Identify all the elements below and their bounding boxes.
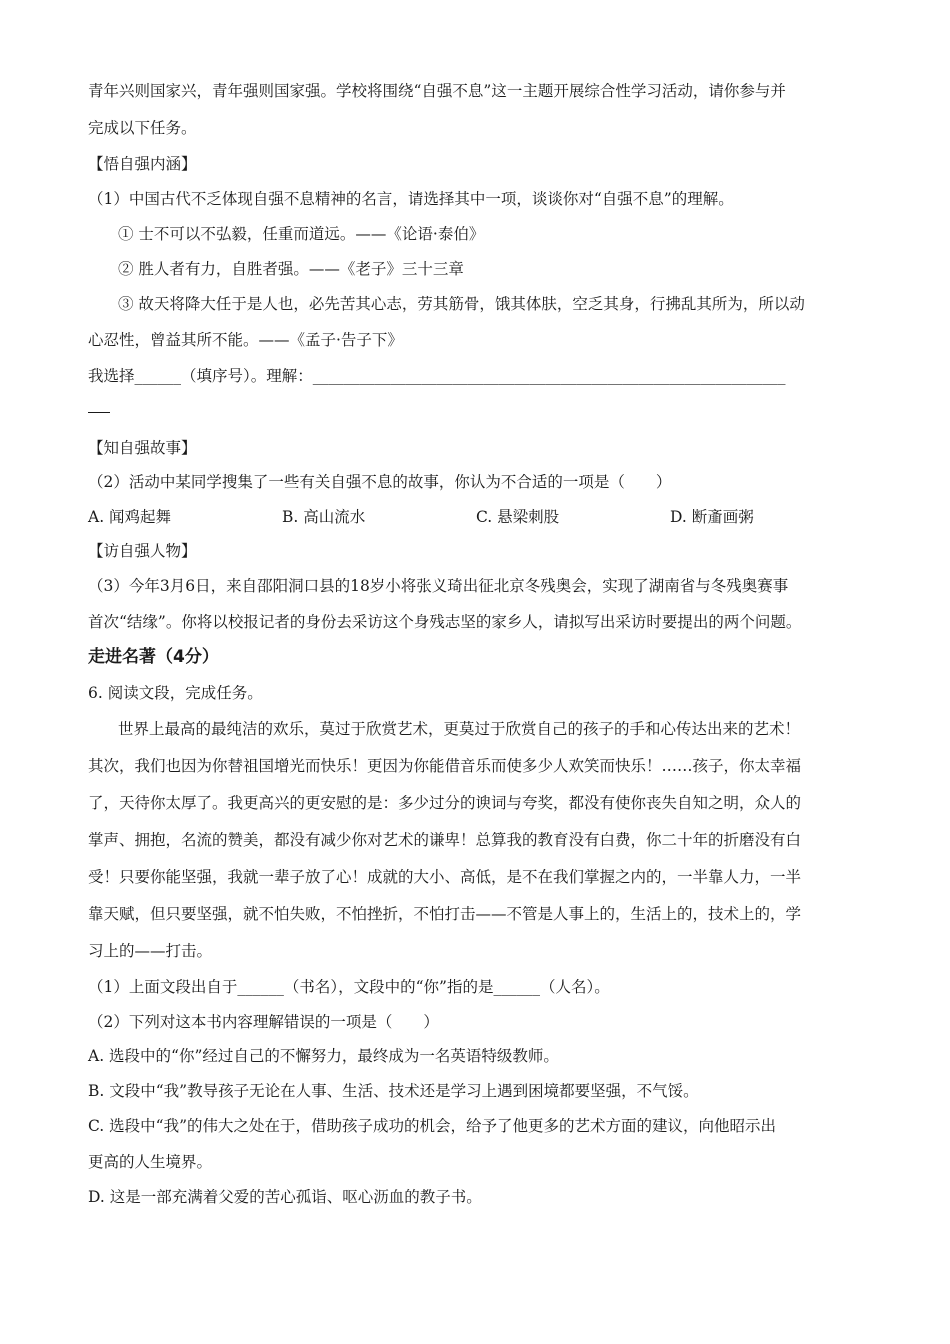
section-heading-stories: 【知自强故事】 — [88, 439, 197, 457]
question-6: 6. 阅读文段，完成任务。 — [88, 684, 263, 702]
section-heading-understand: 【悟自强内涵】 — [88, 155, 197, 173]
passage-line-3: 了，天待你太厚了。我更高兴的更安慰的是：多少过分的谀词与夸奖，都没有使你丧失自知之明，众人的 — [88, 794, 802, 812]
part-title: 走进名著（4分） — [88, 647, 219, 667]
intro-line-2: 完成以下任务。 — [88, 119, 197, 137]
choice-b: B. 文段中“我”教导孩子无论在人事、生活、技术还是学习上遇到困境都要坚强，不气馁。 — [88, 1082, 699, 1100]
quote-3: ③ 故天将降大任于是人也，必先苦其心志，劳其筋骨，饿其体肤，空乏其身，行拂乱其所为，所以动 — [118, 295, 805, 313]
question-3-line-1: （3）今年3月6日，来自邵阳洞口县的18岁小将张义琦出征北京冬残奥会，实现了湖南省与冬残奥赛事 — [88, 577, 789, 595]
choice-d: D. 这是一部充满着父爱的苦心孤诣、呕心沥血的教子书。 — [88, 1188, 482, 1206]
choice-c-line-1: C. 选段中“我”的伟大之处在于，借助孩子成功的机会，给予了他更多的艺术方面的建议，向他昭示出 — [88, 1117, 777, 1135]
answer-line-q1: 我选择______（填序号）。理解：_____________________________________________________________ — [88, 367, 786, 385]
option-b: B. 高山流水 — [282, 508, 366, 526]
question-3-line-2: 首次“结缘”。你将以校报记者的身份去采访这个身残志坚的家乡人，请拟写出采访时要提出的两个问题。 — [88, 613, 802, 631]
quote-3-continued: 心忍性，曾益其所不能。——《孟子·告子下》 — [88, 331, 403, 349]
question-2: （2）活动中某同学搜集了一些有关自强不息的故事，你认为不合适的一项是（ ） — [88, 473, 672, 491]
option-d: D. 断齑画粥 — [670, 508, 754, 526]
sub-question-1: （1）上面文段出自于______（书名），文段中的“你”指的是______（人名）。 — [88, 978, 610, 996]
passage-line-7: 习上的——打击。 — [88, 942, 213, 960]
choice-c-line-2: 更高的人生境界。 — [88, 1153, 213, 1171]
passage-line-2: 其次，我们也因为你替祖国增光而快乐！更因为你能借音乐而使多少人欢笑而快乐！……孩子，你太幸福 — [88, 757, 802, 775]
option-a: A. 闻鸡起舞 — [88, 508, 172, 526]
quote-1: ① 士不可以不弘毅，任重而道远。——《论语·泰伯》 — [118, 225, 485, 243]
sub-question-2: （2）下列对这本书内容理解错误的一项是（ ） — [88, 1013, 439, 1031]
question-1: （1）中国古代不乏体现自强不息精神的名言，请选择其中一项，谈谈你对“自强不息”的理解。 — [88, 190, 734, 208]
passage-line-4: 掌声、拥抱，名流的赞美，都没有减少你对艺术的谦卑！总算我的教育没有白费，你二十年的折磨没有白 — [88, 831, 802, 849]
option-c: C. 悬梁刺股 — [476, 508, 560, 526]
choice-a: A. 选段中的“你”经过自己的不懈努力，最终成为一名英语特级教师。 — [88, 1047, 559, 1065]
section-heading-interview: 【访自强人物】 — [88, 542, 197, 560]
passage-line-5: 受！只要你能坚强，我就一辈子放了心！成就的大小、高低，是不在我们掌握之内的，一半靠人力，一半 — [88, 868, 802, 886]
answer-line-q1-tail — [88, 412, 110, 413]
quote-2: ② 胜人者有力，自胜者强。——《老子》三十三章 — [118, 260, 464, 278]
passage-line-6: 靠天赋，但只要坚强，就不怕失败，不怕挫折，不怕打击——不管是人事上的，生活上的，技术上的，学 — [88, 905, 802, 923]
passage-line-1: 世界上最高的最纯洁的欢乐，莫过于欣赏艺术，更莫过于欣赏自己的孩子的手和心传达出来的艺术！ — [118, 720, 801, 738]
intro-line-1: 青年兴则国家兴，青年强则国家强。学校将围绕“自强不息”这一主题开展综合性学习活动，请你参与并 — [88, 82, 786, 100]
